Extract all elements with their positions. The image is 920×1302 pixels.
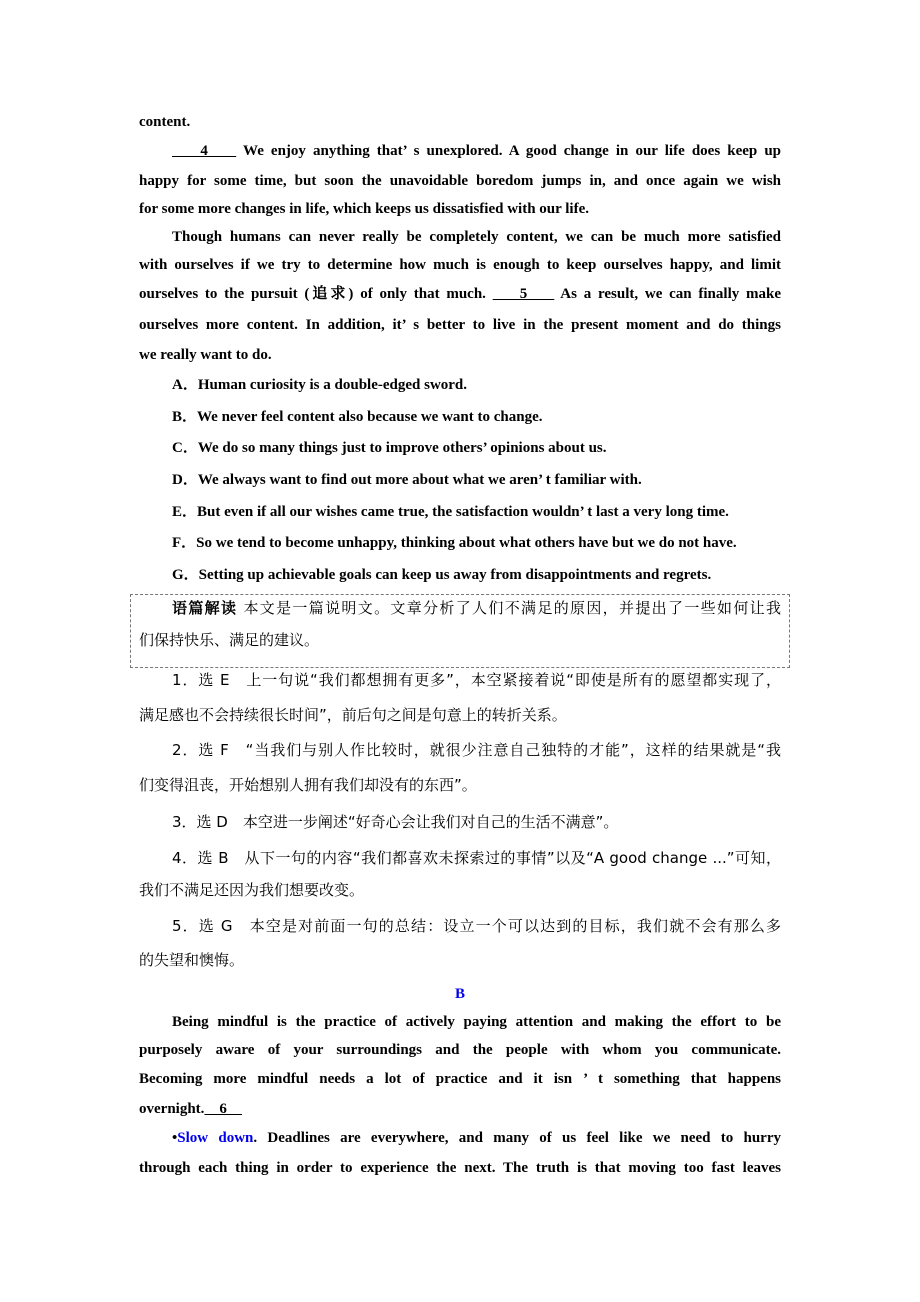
option-e: E．But even if all our wishes came true, the satisfaction wouldn’ t last a very long time. <box>172 504 729 520</box>
option-c: C．We do so many things just to improve others’ opinions about us. <box>172 440 607 456</box>
text: . Deadlines are everywhere, and many of us feel like we need to hurry <box>253 1130 781 1146</box>
blank-6: 6 <box>204 1101 242 1117</box>
text-line <box>139 283 781 305</box>
analysis-line: 们保持快乐、满足的建议。 <box>139 631 320 649</box>
text-line: happy for some time, but soon the unavoidable boredom jumps in, and once again we wish <box>139 173 781 189</box>
slow-down-heading: Slow down <box>177 1130 254 1146</box>
answer-2: 们变得沮丧，开始想别人拥有我们却没有的东西”。 <box>139 776 477 794</box>
answer-3: 3．选 D 本空进一步阐述“好奇心会让我们对自己的生活不满意”。 <box>172 813 619 831</box>
answer-1: 满足感也不会持续很长时间”，前后句之间是句意上的转折关系。 <box>139 706 567 724</box>
analysis-line <box>172 597 781 619</box>
option-d: D．We always want to find out more about what we aren’ t familiar with. <box>172 472 642 488</box>
text: overnight. <box>139 1101 205 1117</box>
text-line <box>172 140 781 162</box>
text-line: purposely aware of your surroundings and the people with whom you communicate. <box>139 1042 781 1058</box>
option-a: A．Human curiosity is a double-edged sword. <box>172 377 468 393</box>
text: We enjoy anything that’ s unexplored. A good change in our life does keep up <box>243 143 782 159</box>
text-line: ourselves more content. In addition, it’ s better to live in the present moment and do things <box>139 317 781 333</box>
answer-4: 我们不满足还因为我们想要改变。 <box>139 881 365 899</box>
text-line: content. <box>139 114 191 130</box>
text: ourselves to the pursuit (追求) of only that much. <box>139 286 486 302</box>
blank-5: 5 <box>492 286 555 302</box>
answer-5: 的失望和懊悔。 <box>139 951 245 969</box>
text-line: with ourselves if we try to determine how much is enough to keep ourselves happy, and limit <box>139 257 781 273</box>
text-line: Though humans can never really be completely content, we can be much more satisfied <box>172 229 781 245</box>
text: As a result, we can finally make <box>560 286 781 302</box>
blank-4: 4 <box>172 143 237 159</box>
answer-4: 4．选 B 从下一句的内容“我们都喜欢未探索过的事情”以及“A good change ...”可知， <box>172 849 781 867</box>
analysis-label: 语篇解读 <box>172 599 238 617</box>
section-title: B <box>454 986 465 1002</box>
option-b: B．We never feel content also because we want to change. <box>172 409 543 425</box>
text-line: Being mindful is the practice of actively paying attention and making the effort to be <box>172 1014 781 1030</box>
text-line: through each thing in order to experience the next. The truth is that moving too fast leaves <box>139 1160 781 1176</box>
text-line: we really want to do. <box>139 347 272 363</box>
bullet: • <box>172 1130 178 1146</box>
option-g: G．Setting up achievable goals can keep us away from disappointments and regrets. <box>172 567 712 583</box>
text-line: for some more changes in life, which keeps us dissatisfied with our life. <box>139 201 590 217</box>
answer-2: 2．选 F “当我们与别人作比较时，就很少注意自己独特的才能”，这样的结果就是“我 <box>172 741 781 759</box>
text-line <box>139 1098 781 1120</box>
text-line <box>172 1127 781 1149</box>
answer-1: 1．选 E 上一句说“我们都想拥有更多”，本空紧接着说“即使是所有的愿望都实现了， <box>172 671 781 689</box>
text-line: Becoming more mindful needs a lot of practice and it isn ’ t something that happens <box>139 1071 781 1087</box>
text: 本文是一篇说明文。文章分析了人们不满足的原因，并提出了一些如何让我 <box>243 599 781 617</box>
answer-5: 5．选 G 本空是对前面一句的总结：设立一个可以达到的目标，我们就不会有那么多 <box>172 917 781 935</box>
option-f: F．So we tend to become unhappy, thinking about what others have but we do not have. <box>172 535 737 551</box>
